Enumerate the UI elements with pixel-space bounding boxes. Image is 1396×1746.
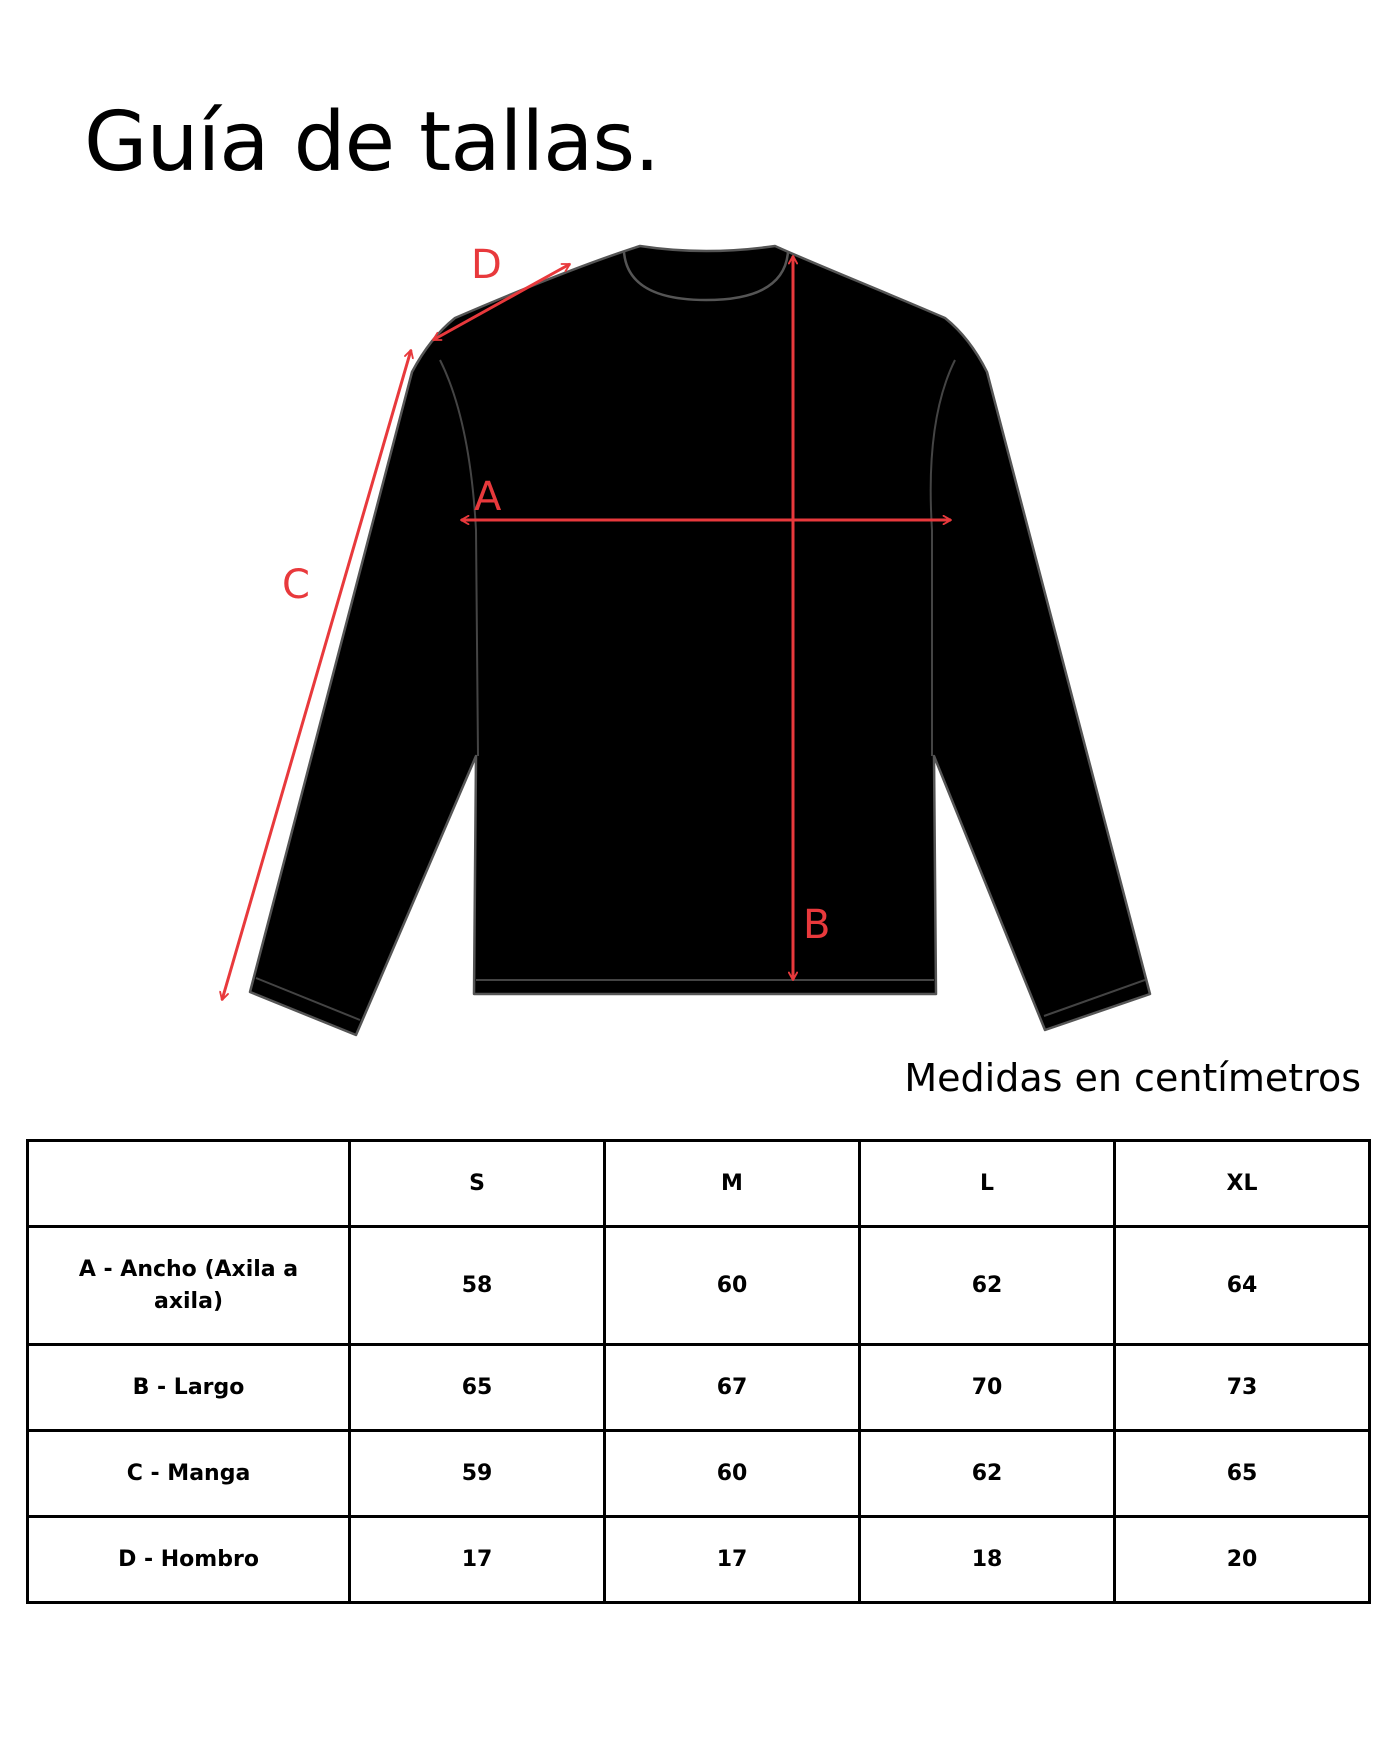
row-label-length: B - Largo (28, 1345, 350, 1431)
table-cell: 60 (605, 1431, 860, 1517)
label-b: B (803, 902, 831, 948)
size-header-xl: XL (1115, 1141, 1370, 1227)
table-cell: 59 (350, 1431, 605, 1517)
table-header-row (28, 1141, 1370, 1227)
table-corner-cell (28, 1141, 350, 1227)
garment-body (250, 246, 1150, 1035)
table-cell: 64 (1115, 1227, 1370, 1345)
table-row (28, 1345, 1370, 1431)
table-row (28, 1431, 1370, 1517)
size-header-s: S (350, 1141, 605, 1227)
table-cell: 18 (860, 1517, 1115, 1603)
sweatshirt-illustration (0, 200, 1396, 1080)
label-c: C (282, 562, 310, 608)
table-cell: 60 (605, 1227, 860, 1345)
row-label-width: A - Ancho (Axila a axila) (28, 1227, 350, 1345)
table-cell: 70 (860, 1345, 1115, 1431)
table-cell: 62 (860, 1227, 1115, 1345)
sweatshirt-shape (250, 246, 1150, 1035)
table-cell: 20 (1115, 1517, 1370, 1603)
size-header-m: M (605, 1141, 860, 1227)
label-a: A (474, 474, 502, 520)
units-note: Medidas en centímetros (904, 1056, 1361, 1100)
table-row (28, 1517, 1370, 1603)
table-cell: 65 (350, 1345, 605, 1431)
table-cell: 17 (350, 1517, 605, 1603)
row-label-sleeve: C - Manga (28, 1431, 350, 1517)
size-header-l: L (860, 1141, 1115, 1227)
table-cell: 62 (860, 1431, 1115, 1517)
table-cell: 73 (1115, 1345, 1370, 1431)
size-chart-table (26, 1139, 1371, 1604)
table-cell: 58 (350, 1227, 605, 1345)
row-label-shoulder: D - Hombro (28, 1517, 350, 1603)
table-cell: 17 (605, 1517, 860, 1603)
table-row (28, 1227, 1370, 1345)
table-cell: 65 (1115, 1431, 1370, 1517)
garment-diagram (0, 200, 1396, 1080)
label-d: D (471, 242, 502, 288)
table-cell: 67 (605, 1345, 860, 1431)
page-title: Guía de tallas. (84, 95, 660, 190)
